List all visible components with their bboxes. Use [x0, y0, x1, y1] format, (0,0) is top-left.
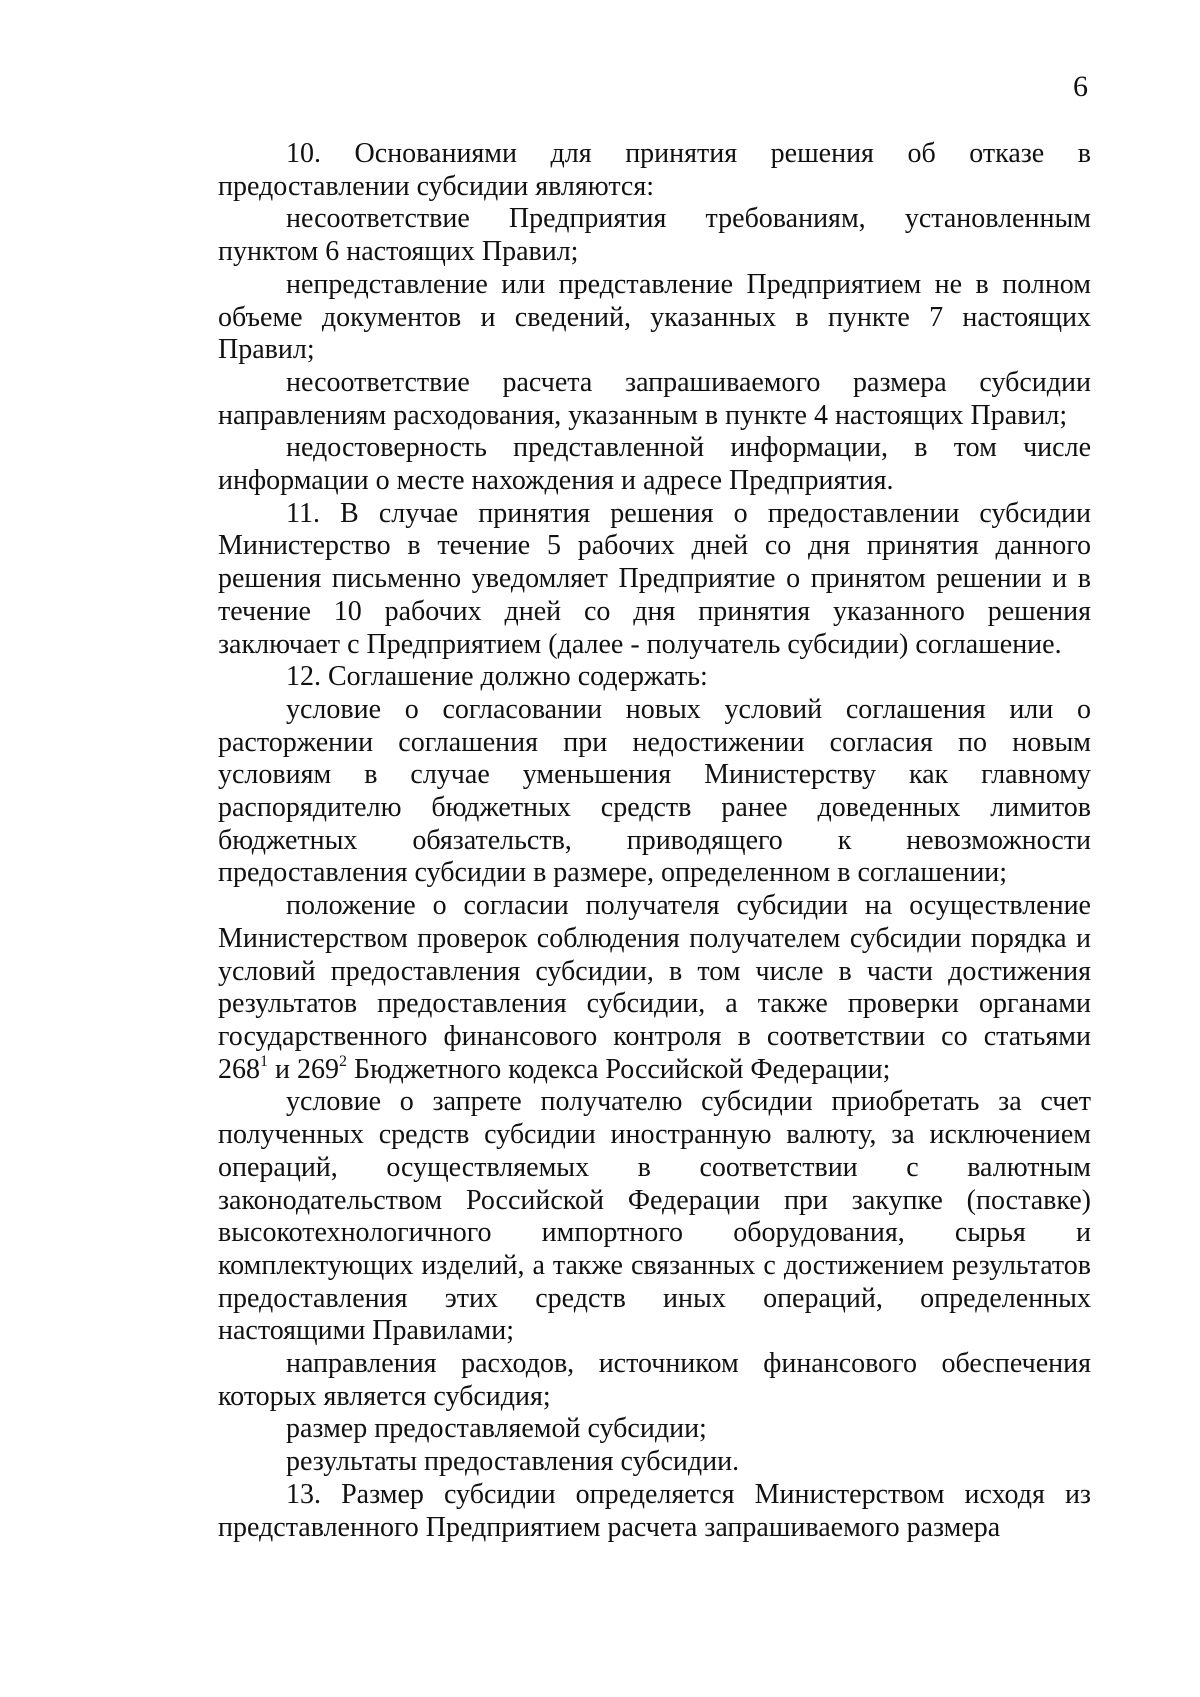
paragraph-10: 10. Основаниями для принятия решения об отказе в предоставлении субсидии являются:	[218, 138, 1091, 202]
page-number: 6	[1073, 70, 1088, 103]
paragraph-12-item-4: направления расходов, источником финансового обеспечения которых является субсидия;	[218, 1348, 1091, 1412]
paragraph-13: 13. Размер субсидии определяется Министерством исходя из представленного Предприятием расчета запрашиваемого размера	[218, 1478, 1091, 1543]
paragraph-12: 12. Соглашение должно содержать:	[286, 661, 708, 693]
paragraph-12-item-2-text-1: положение о согласии получателя субсидии на осуществление Министерством проверок соблюдения получателем субсидии порядка и условий предоставления субсидии, в том числе в части достижения результатов предоставления субсидии, а также проверки органами государственного финансового контроля в соответствии со статьями 268	[218, 890, 1091, 1085]
paragraph-12-item-2-text-2: и 269	[268, 1053, 339, 1085]
paragraph-12-item-1: условие о согласовании новых условий соглашения или о расторжении соглашения при недостижении согласия по новым условиям в случае уменьшения Министерству как главному распорядителю бюджетных средств ранее доведенных лимитов бюджетных обязательств, приводящего к невозможности предоставления субсидии в размере, определенном в соглашении;	[218, 693, 1091, 889]
superscript-2: 2	[338, 1052, 347, 1070]
paragraph-12-item-3: условие о запрете получателю субсидии приобретать за счет полученных средств субсидии иностранную валюту, за исключением операций, осуществляемых в соответствии с валютным законодательством Российской Федерации при закупке (поставке) высокотехнологичного импортного оборудования, сырья и комплектующих изделий, а также связанных с достижением результатов предоставления этих средств иных операций, определенных настоящими Правилами;	[218, 1086, 1091, 1347]
paragraph-10-item-3: несоответствие расчета запрашиваемого размера субсидии направлениям расходования, указанным в пункте 4 настоящих Правил;	[218, 366, 1091, 431]
superscript-1: 1	[260, 1052, 268, 1070]
paragraph-10-item-4: недостоверность представленной информации, в том числе информации о месте нахождения и адресе Предприятия.	[218, 432, 1091, 497]
paragraph-10-item-2: непредставление или представление Предприятием не в полном объеме документов и сведений, указанных в пункте 7 настоящих Правил;	[218, 268, 1091, 366]
paragraph-12-item-2-text-3: Бюджетного кодекса Российской Федерации;	[346, 1053, 891, 1085]
paragraph-11: 11. В случае принятия решения о предоставлении субсидии Министерство в течение 5 рабочих дней со дня принятия данного решения письменно уведомляет Предприятие о принятом решении и в течение 10 рабочих дней со дня принятия указанного решения заключает с Предприятием (далее - получатель субсидии) соглашение.	[218, 497, 1091, 660]
paragraph-12-item-2	[218, 890, 1091, 1086]
paragraph-12-item-5: размер предоставляемой субсидии;	[286, 1413, 707, 1445]
paragraph-12-item-6: результаты предоставления субсидии.	[286, 1446, 740, 1478]
paragraph-10-item-1: несоответствие Предприятия требованиям, установленным пунктом 6 настоящих Правил;	[218, 203, 1091, 268]
document-body	[218, 138, 1091, 1544]
